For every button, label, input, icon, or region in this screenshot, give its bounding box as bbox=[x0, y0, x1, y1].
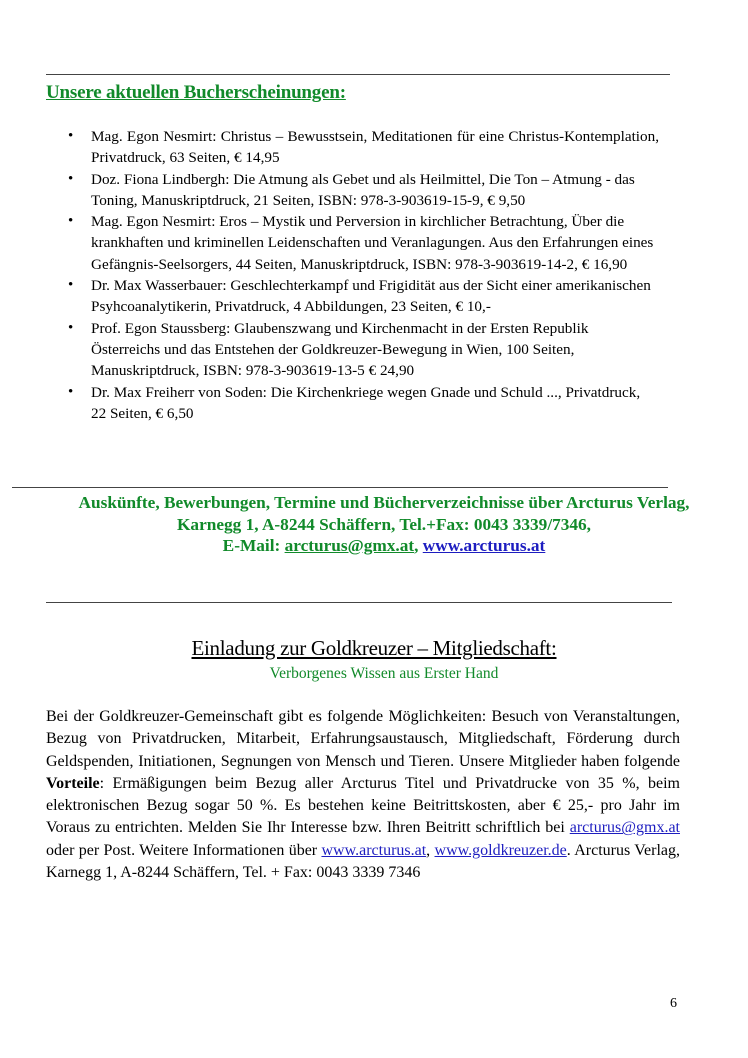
invitation-body bbox=[46, 706, 680, 884]
body-text-part: , bbox=[426, 841, 435, 859]
divider-middle bbox=[12, 487, 668, 488]
body-text-part: Bei der Goldkreuzer-Gemeinschaft gibt es folgende Möglichkeiten: Besuch von Veranstaltungen, Bezug von Privatdrucken, Mitarbeit, Erfahrungsaustausch, Mitgliedschaft, Förderung durch Geldspenden, Initiationen, Segnungen von Mensch und Tieren. Unsere Mitglieder haben folgende bbox=[46, 708, 680, 770]
books-heading: Unsere aktuellen Bucherscheinungen: bbox=[46, 82, 346, 103]
list-item: • Mag. Egon Nesmirt: Christus – Bewusstsein, Meditationen für eine Christus-Kontemplation, Privatdruck, 63 Seiten, € 14,95 bbox=[91, 126, 659, 169]
email-link[interactable]: arcturus@gmx.at bbox=[284, 536, 415, 555]
contact-line-3 bbox=[40, 535, 728, 557]
list-item: • Dr. Max Freiherr von Soden: Die Kirchenkriege wegen Gnade und Schuld ..., Privatdruck, 22 Seiten, € 6,50 bbox=[91, 382, 659, 425]
invitation-title: Einladung zur Goldkreuzer – Mitgliedschaft: bbox=[191, 636, 557, 660]
website-link[interactable]: www.arcturus.at bbox=[422, 536, 546, 555]
list-item: • Mag. Egon Nesmirt: Eros – Mystik und Perversion in kirchlicher Betrachtung, Über die krankhaften und kriminellen Leidenschaften und Veranlagungen. Aus den Erfahrungen eines Gefängnis-Seelsorgers, 44 Seiten, Manuskriptdruck, ISBN: 978-3-903619-14-2, € 16,90 bbox=[91, 211, 659, 275]
contact-line-1: Auskünfte, Bewerbungen, Termine und Bücherverzeichnisse über Arcturus Verlag, bbox=[78, 493, 690, 512]
body-website-link-arcturus[interactable]: www.arcturus.at bbox=[321, 841, 427, 859]
invitation-subtitle: Verborgenes Wissen aus Erster Hand bbox=[269, 665, 499, 682]
contact-line-2: Karnegg 1, A-8244 Schäffern, Tel.+Fax: 0043 3339/7346, bbox=[176, 514, 592, 534]
body-bold-text: Vorteile bbox=[46, 774, 100, 792]
body-text-part: . Arcturus Verlag, Karnegg 1, A-8244 Schäffern, Tel. + Fax: 0043 3339 7346 bbox=[46, 841, 681, 882]
list-item: • Doz. Fiona Lindbergh: Die Atmung als Gebet und als Heilmittel, Die Ton – Atmung - das Toning, Manuskriptdruck, 21 Seiten, ISBN: 978-3-903619-15-9, € 9,50 bbox=[91, 169, 659, 212]
body-text-part: : Ermäßigungen beim Bezug aller Arcturus Titel und Privatdrucke von 35 %, beim elektronischen Bezug sogar 50 %. Es bestehen keine Beitrittskosten, aber € 25,- pro Jahr im Voraus zu entrichten. Melden Sie Ihr Interesse bzw. Ihren Beitritt schriftlich bei bbox=[46, 774, 680, 837]
email-prefix: E-Mail: bbox=[222, 536, 285, 555]
divider-top bbox=[46, 74, 670, 75]
body-website-link-goldkreuzer[interactable]: www.goldkreuzer.de bbox=[434, 841, 567, 859]
page-number: 6 bbox=[670, 996, 677, 1011]
body-text-part: oder per Post. Weitere Informationen über bbox=[46, 841, 322, 859]
book-list bbox=[91, 126, 659, 424]
contact-block bbox=[40, 492, 728, 557]
list-item: • Prof. Egon Staussberg: Glaubenszwang und Kirchenmacht in der Ersten Republik Österreichs und das Entstehen der Goldkreuzer-Bewegung in Wien, 100 Seiten, Manuskriptdruck, ISBN: 978-3-903619-13-5 € 24,90 bbox=[91, 318, 659, 382]
list-item: • Dr. Max Wasserbauer: Geschlechterkampf und Frigidität aus der Sicht einer amerikanischen Psyhcoanalytikerin, Privatdruck, 4 Abbildungen, 23 Seiten, € 10,- bbox=[91, 275, 659, 318]
body-email-link[interactable]: arcturus@gmx.at bbox=[569, 819, 680, 837]
divider-lower bbox=[46, 602, 672, 603]
contact-separator: , bbox=[414, 536, 423, 555]
